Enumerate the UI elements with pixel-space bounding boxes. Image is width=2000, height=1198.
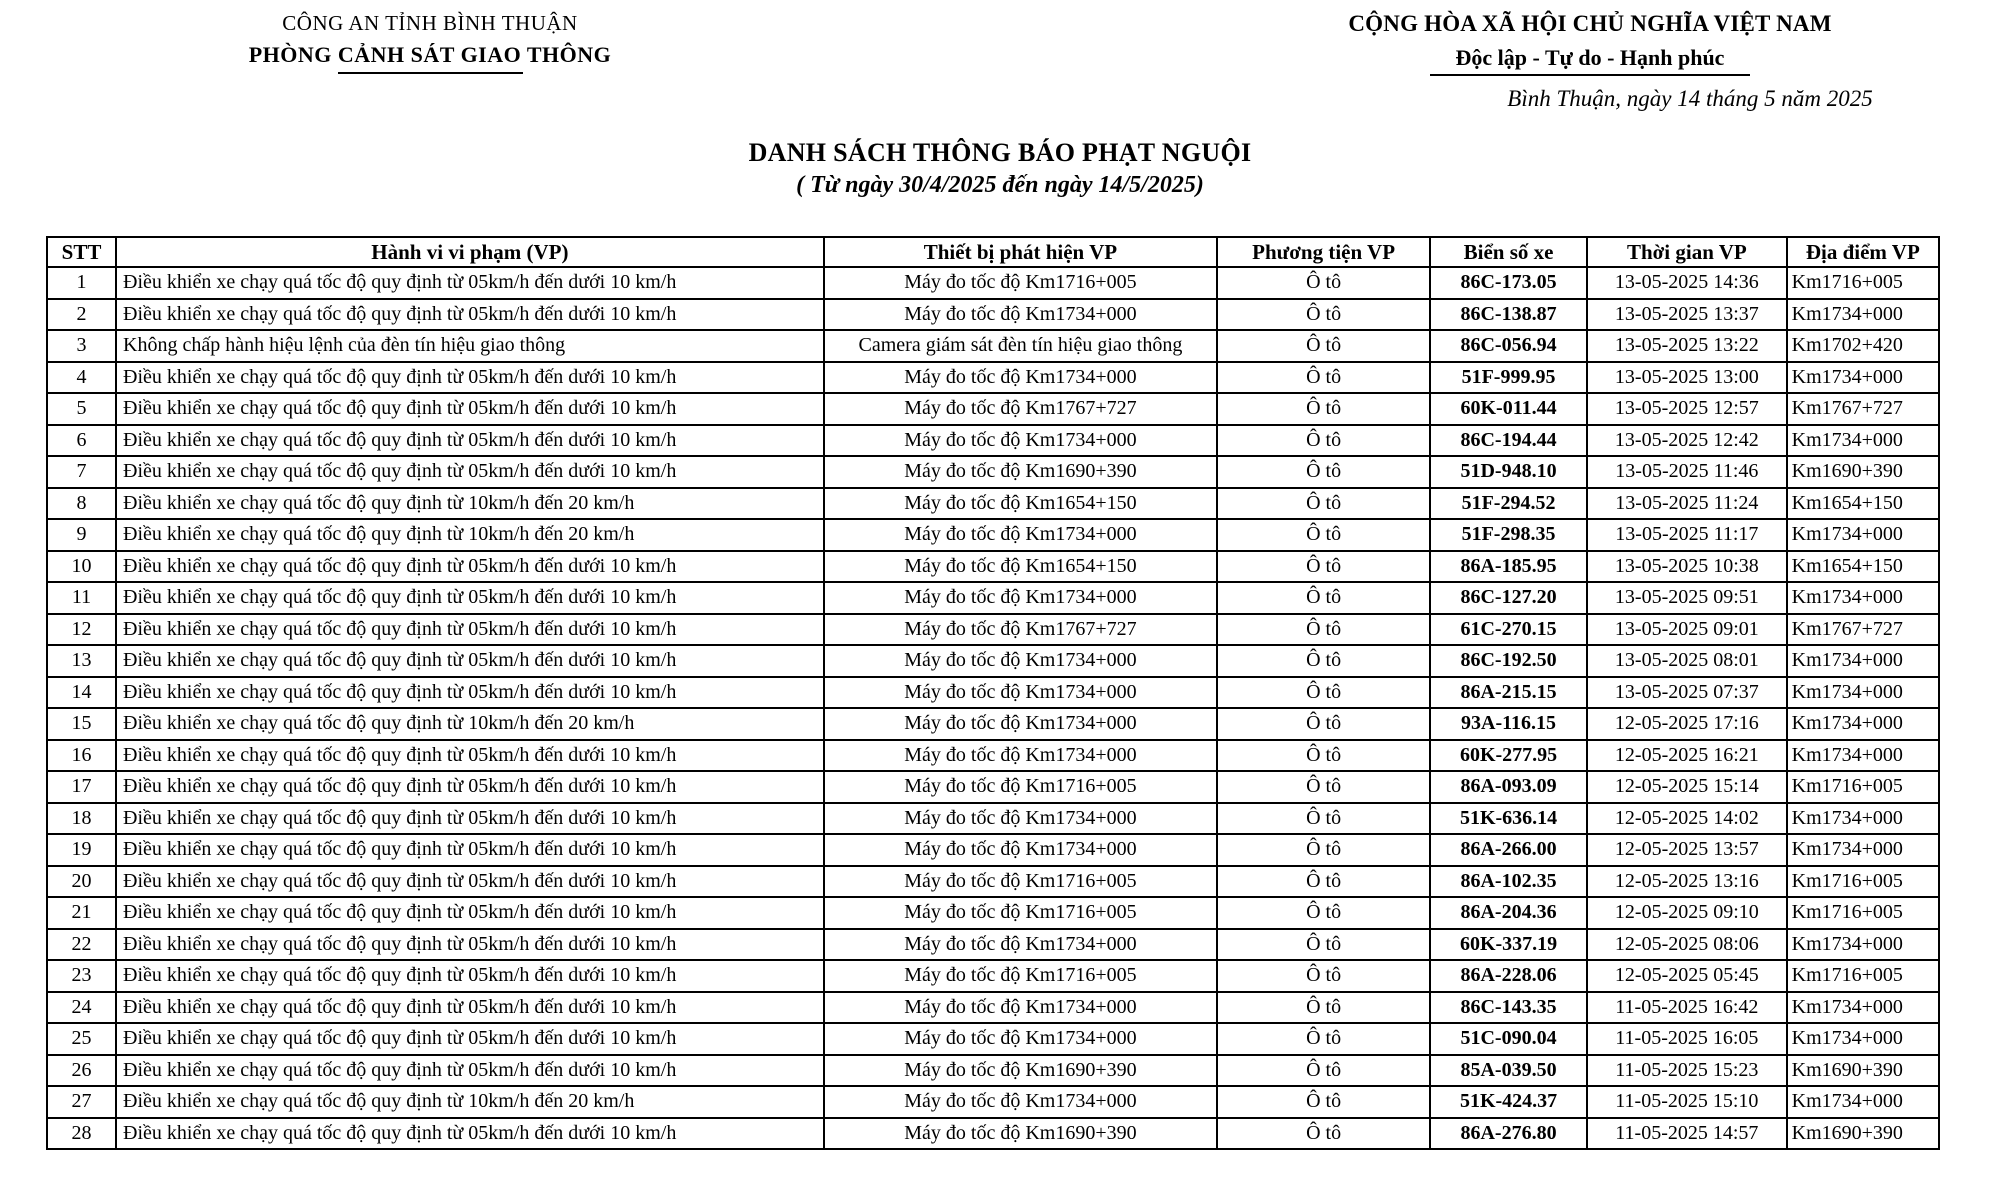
location-cell: Km1734+000	[1787, 803, 1939, 835]
stt-cell: 20	[47, 866, 116, 898]
plate-cell: 86C-138.87	[1430, 299, 1587, 331]
device-cell: Máy đo tốc độ Km1734+000	[824, 803, 1218, 835]
plate-cell: 86C-127.20	[1430, 582, 1587, 614]
plate-cell: 86A-204.36	[1430, 897, 1587, 929]
device-cell: Máy đo tốc độ Km1734+000	[824, 1086, 1218, 1118]
plate-cell: 51D-948.10	[1430, 456, 1587, 488]
plate-cell: 86A-093.09	[1430, 771, 1587, 803]
plate-cell: 86C-056.94	[1430, 330, 1587, 362]
table-row	[47, 960, 1939, 992]
time-cell: 13-05-2025 11:24	[1587, 488, 1787, 520]
time-cell: 13-05-2025 09:51	[1587, 582, 1787, 614]
column-header-location: Địa điểm VP	[1787, 237, 1939, 267]
table-row	[47, 299, 1939, 331]
plate-cell: 86A-276.80	[1430, 1118, 1587, 1150]
device-cell: Máy đo tốc độ Km1734+000	[824, 708, 1218, 740]
vehicle-cell: Ô tô	[1217, 362, 1430, 394]
location-cell: Km1734+000	[1787, 582, 1939, 614]
table-row	[47, 677, 1939, 709]
table-row	[47, 866, 1939, 898]
stt-cell: 1	[47, 267, 116, 299]
violation-cell: Điều khiển xe chạy quá tốc độ quy định từ 05km/h đến dưới 10 km/h	[116, 1118, 824, 1150]
vehicle-cell: Ô tô	[1217, 582, 1430, 614]
time-cell: 13-05-2025 08:01	[1587, 645, 1787, 677]
vehicle-cell: Ô tô	[1217, 425, 1430, 457]
table-row	[47, 645, 1939, 677]
location-cell: Km1734+000	[1787, 834, 1939, 866]
violation-cell: Không chấp hành hiệu lệnh của đèn tín hiệu giao thông	[116, 330, 824, 362]
vehicle-cell: Ô tô	[1217, 929, 1430, 961]
table-row	[47, 488, 1939, 520]
motto-underline	[1430, 74, 1750, 76]
vehicle-cell: Ô tô	[1217, 614, 1430, 646]
table-row	[47, 1023, 1939, 1055]
plate-cell: 86C-194.44	[1430, 425, 1587, 457]
location-cell: Km1702+420	[1787, 330, 1939, 362]
device-cell: Máy đo tốc độ Km1654+150	[824, 488, 1218, 520]
device-cell: Máy đo tốc độ Km1734+000	[824, 992, 1218, 1024]
stt-cell: 17	[47, 771, 116, 803]
device-cell: Máy đo tốc độ Km1716+005	[824, 267, 1218, 299]
vehicle-cell: Ô tô	[1217, 456, 1430, 488]
violation-cell: Điều khiển xe chạy quá tốc độ quy định từ 05km/h đến dưới 10 km/h	[116, 393, 824, 425]
table-row	[47, 393, 1939, 425]
page-title: DANH SÁCH THÔNG BÁO PHẠT NGUỘI	[748, 138, 1252, 167]
vehicle-cell: Ô tô	[1217, 866, 1430, 898]
table-row	[47, 425, 1939, 457]
stt-cell: 21	[47, 897, 116, 929]
time-cell: 13-05-2025 11:46	[1587, 456, 1787, 488]
plate-cell: 60K-011.44	[1430, 393, 1587, 425]
table-row	[47, 1055, 1939, 1087]
time-cell: 13-05-2025 12:57	[1587, 393, 1787, 425]
device-cell: Máy đo tốc độ Km1734+000	[824, 582, 1218, 614]
column-header-time: Thời gian VP	[1587, 237, 1787, 267]
vehicle-cell: Ô tô	[1217, 645, 1430, 677]
stt-cell: 27	[47, 1086, 116, 1118]
time-cell: 12-05-2025 15:14	[1587, 771, 1787, 803]
vehicle-cell: Ô tô	[1217, 1118, 1430, 1150]
device-cell: Máy đo tốc độ Km1690+390	[824, 456, 1218, 488]
violation-cell: Điều khiển xe chạy quá tốc độ quy định từ 05km/h đến dưới 10 km/h	[116, 834, 824, 866]
time-cell: 11-05-2025 15:23	[1587, 1055, 1787, 1087]
violation-cell: Điều khiển xe chạy quá tốc độ quy định từ 05km/h đến dưới 10 km/h	[116, 582, 824, 614]
table-row	[47, 1086, 1939, 1118]
stt-cell: 5	[47, 393, 116, 425]
vehicle-cell: Ô tô	[1217, 299, 1430, 331]
time-cell: 13-05-2025 14:36	[1587, 267, 1787, 299]
stt-cell: 11	[47, 582, 116, 614]
location-cell: Km1734+000	[1787, 1086, 1939, 1118]
violation-cell: Điều khiển xe chạy quá tốc độ quy định từ 05km/h đến dưới 10 km/h	[116, 551, 824, 583]
violation-cell: Điều khiển xe chạy quá tốc độ quy định từ 05km/h đến dưới 10 km/h	[116, 645, 824, 677]
location-cell: Km1734+000	[1787, 992, 1939, 1024]
vehicle-cell: Ô tô	[1217, 330, 1430, 362]
stt-cell: 13	[47, 645, 116, 677]
stt-cell: 25	[47, 1023, 116, 1055]
plate-cell: 51C-090.04	[1430, 1023, 1587, 1055]
location-cell: Km1734+000	[1787, 645, 1939, 677]
location-cell: Km1734+000	[1787, 708, 1939, 740]
time-cell: 13-05-2025 12:42	[1587, 425, 1787, 457]
issuing-agency-block	[150, 10, 710, 74]
stt-cell: 19	[47, 834, 116, 866]
vehicle-cell: Ô tô	[1217, 1086, 1430, 1118]
table-row	[47, 614, 1939, 646]
violation-cell: Điều khiển xe chạy quá tốc độ quy định từ 05km/h đến dưới 10 km/h	[116, 866, 824, 898]
vehicle-cell: Ô tô	[1217, 677, 1430, 709]
table-row	[47, 803, 1939, 835]
vehicle-cell: Ô tô	[1217, 992, 1430, 1024]
location-cell: Km1654+150	[1787, 551, 1939, 583]
plate-cell: 86A-185.95	[1430, 551, 1587, 583]
time-cell: 11-05-2025 16:05	[1587, 1023, 1787, 1055]
page-subtitle: ( Từ ngày 30/4/2025 đến ngày 14/5/2025)	[796, 172, 1204, 198]
plate-cell: 86A-266.00	[1430, 834, 1587, 866]
violation-cell: Điều khiển xe chạy quá tốc độ quy định từ 05km/h đến dưới 10 km/h	[116, 614, 824, 646]
column-header-vehicle: Phương tiện VP	[1217, 237, 1430, 267]
stt-cell: 10	[47, 551, 116, 583]
national-title: CỘNG HÒA XÃ HỘI CHỦ NGHĨA VIỆT NAM	[1348, 11, 1832, 36]
time-cell: 12-05-2025 09:10	[1587, 897, 1787, 929]
column-header-plate: Biển số xe	[1430, 237, 1587, 267]
stt-cell: 7	[47, 456, 116, 488]
table-row	[47, 992, 1939, 1024]
location-cell: Km1734+000	[1787, 425, 1939, 457]
location-cell: Km1716+005	[1787, 267, 1939, 299]
plate-cell: 86C-192.50	[1430, 645, 1587, 677]
violation-cell: Điều khiển xe chạy quá tốc độ quy định từ 10km/h đến 20 km/h	[116, 519, 824, 551]
time-cell: 12-05-2025 13:57	[1587, 834, 1787, 866]
violation-cell: Điều khiển xe chạy quá tốc độ quy định từ 05km/h đến dưới 10 km/h	[116, 897, 824, 929]
table-row	[47, 834, 1939, 866]
vehicle-cell: Ô tô	[1217, 708, 1430, 740]
stt-cell: 23	[47, 960, 116, 992]
time-cell: 13-05-2025 10:38	[1587, 551, 1787, 583]
time-cell: 11-05-2025 16:42	[1587, 992, 1787, 1024]
table-row	[47, 330, 1939, 362]
stt-cell: 12	[47, 614, 116, 646]
plate-cell: 85A-039.50	[1430, 1055, 1587, 1087]
location-cell: Km1767+727	[1787, 614, 1939, 646]
stt-cell: 3	[47, 330, 116, 362]
violation-cell: Điều khiển xe chạy quá tốc độ quy định từ 05km/h đến dưới 10 km/h	[116, 992, 824, 1024]
violation-cell: Điều khiển xe chạy quá tốc độ quy định từ 05km/h đến dưới 10 km/h	[116, 425, 824, 457]
table-row	[47, 897, 1939, 929]
device-cell: Máy đo tốc độ Km1734+000	[824, 1023, 1218, 1055]
table-row	[47, 551, 1939, 583]
plate-cell: 93A-116.15	[1430, 708, 1587, 740]
location-cell: Km1690+390	[1787, 456, 1939, 488]
device-cell: Máy đo tốc độ Km1734+000	[824, 362, 1218, 394]
device-cell: Máy đo tốc độ Km1734+000	[824, 929, 1218, 961]
location-cell: Km1716+005	[1787, 960, 1939, 992]
location-cell: Km1734+000	[1787, 519, 1939, 551]
plate-cell: 51K-424.37	[1430, 1086, 1587, 1118]
stt-cell: 6	[47, 425, 116, 457]
table-row	[47, 362, 1939, 394]
table-row	[47, 708, 1939, 740]
violation-cell: Điều khiển xe chạy quá tốc độ quy định từ 05km/h đến dưới 10 km/h	[116, 1055, 824, 1087]
time-cell: 11-05-2025 15:10	[1587, 1086, 1787, 1118]
device-cell: Máy đo tốc độ Km1716+005	[824, 897, 1218, 929]
device-cell: Máy đo tốc độ Km1690+390	[824, 1055, 1218, 1087]
stt-cell: 14	[47, 677, 116, 709]
vehicle-cell: Ô tô	[1217, 267, 1430, 299]
device-cell: Camera giám sát đèn tín hiệu giao thông	[824, 330, 1218, 362]
device-cell: Máy đo tốc độ Km1734+000	[824, 645, 1218, 677]
column-header-device: Thiết bị phát hiện VP	[824, 237, 1218, 267]
place-date-line: Bình Thuận, ngày 14 tháng 5 năm 2025	[1507, 86, 1873, 111]
violation-cell: Điều khiển xe chạy quá tốc độ quy định từ 05km/h đến dưới 10 km/h	[116, 929, 824, 961]
stt-cell: 8	[47, 488, 116, 520]
plate-cell: 60K-277.95	[1430, 740, 1587, 772]
device-cell: Máy đo tốc độ Km1690+390	[824, 1118, 1218, 1150]
time-cell: 13-05-2025 13:00	[1587, 362, 1787, 394]
violation-cell: Điều khiển xe chạy quá tốc độ quy định từ 05km/h đến dưới 10 km/h	[116, 1023, 824, 1055]
time-cell: 13-05-2025 11:17	[1587, 519, 1787, 551]
plate-cell: 51F-294.52	[1430, 488, 1587, 520]
time-cell: 12-05-2025 05:45	[1587, 960, 1787, 992]
device-cell: Máy đo tốc độ Km1767+727	[824, 393, 1218, 425]
location-cell: Km1767+727	[1787, 393, 1939, 425]
device-cell: Máy đo tốc độ Km1716+005	[824, 771, 1218, 803]
table-row	[47, 582, 1939, 614]
vehicle-cell: Ô tô	[1217, 740, 1430, 772]
location-cell: Km1734+000	[1787, 740, 1939, 772]
agency-underline	[338, 72, 523, 74]
stt-cell: 9	[47, 519, 116, 551]
time-cell: 12-05-2025 17:16	[1587, 708, 1787, 740]
stt-cell: 4	[47, 362, 116, 394]
national-motto-block	[1255, 10, 1925, 76]
time-cell: 12-05-2025 16:21	[1587, 740, 1787, 772]
table-row	[47, 519, 1939, 551]
time-cell: 12-05-2025 14:02	[1587, 803, 1787, 835]
location-cell: Km1734+000	[1787, 362, 1939, 394]
location-cell: Km1654+150	[1787, 488, 1939, 520]
violation-cell: Điều khiển xe chạy quá tốc độ quy định từ 05km/h đến dưới 10 km/h	[116, 267, 824, 299]
vehicle-cell: Ô tô	[1217, 519, 1430, 551]
plate-cell: 86C-143.35	[1430, 992, 1587, 1024]
violation-cell: Điều khiển xe chạy quá tốc độ quy định từ 10km/h đến 20 km/h	[116, 708, 824, 740]
location-cell: Km1716+005	[1787, 866, 1939, 898]
column-header-violation: Hành vi vi phạm (VP)	[116, 237, 824, 267]
device-cell: Máy đo tốc độ Km1734+000	[824, 740, 1218, 772]
vehicle-cell: Ô tô	[1217, 551, 1430, 583]
time-cell: 11-05-2025 14:57	[1587, 1118, 1787, 1150]
stt-cell: 15	[47, 708, 116, 740]
national-motto: Độc lập - Tự do - Hạnh phúc	[1455, 44, 1725, 70]
violation-cell: Điều khiển xe chạy quá tốc độ quy định từ 05km/h đến dưới 10 km/h	[116, 771, 824, 803]
agency-name: PHÒNG CẢNH SÁT GIAO THÔNG	[248, 42, 612, 68]
violation-cell: Điều khiển xe chạy quá tốc độ quy định từ 10km/h đến 20 km/h	[116, 1086, 824, 1118]
location-cell: Km1716+005	[1787, 897, 1939, 929]
violation-cell: Điều khiển xe chạy quá tốc độ quy định từ 05km/h đến dưới 10 km/h	[116, 803, 824, 835]
violation-cell: Điều khiển xe chạy quá tốc độ quy định từ 05km/h đến dưới 10 km/h	[116, 456, 824, 488]
vehicle-cell: Ô tô	[1217, 1055, 1430, 1087]
plate-cell: 61C-270.15	[1430, 614, 1587, 646]
violation-cell: Điều khiển xe chạy quá tốc độ quy định từ 05km/h đến dưới 10 km/h	[116, 740, 824, 772]
location-cell: Km1734+000	[1787, 1023, 1939, 1055]
table-row	[47, 929, 1939, 961]
location-cell: Km1734+000	[1787, 299, 1939, 331]
time-cell: 13-05-2025 13:37	[1587, 299, 1787, 331]
stt-cell: 18	[47, 803, 116, 835]
plate-cell: 51F-298.35	[1430, 519, 1587, 551]
location-cell: Km1690+390	[1787, 1055, 1939, 1087]
violation-cell: Điều khiển xe chạy quá tốc độ quy định từ 05km/h đến dưới 10 km/h	[116, 677, 824, 709]
time-cell: 13-05-2025 09:01	[1587, 614, 1787, 646]
plate-cell: 86C-173.05	[1430, 267, 1587, 299]
device-cell: Máy đo tốc độ Km1734+000	[824, 834, 1218, 866]
device-cell: Máy đo tốc độ Km1716+005	[824, 960, 1218, 992]
time-cell: 13-05-2025 07:37	[1587, 677, 1787, 709]
table-row	[47, 740, 1939, 772]
stt-cell: 28	[47, 1118, 116, 1150]
violation-cell: Điều khiển xe chạy quá tốc độ quy định từ 05km/h đến dưới 10 km/h	[116, 960, 824, 992]
plate-cell: 60K-337.19	[1430, 929, 1587, 961]
stt-cell: 2	[47, 299, 116, 331]
table-row	[47, 771, 1939, 803]
device-cell: Máy đo tốc độ Km1767+727	[824, 614, 1218, 646]
vehicle-cell: Ô tô	[1217, 488, 1430, 520]
table-body	[47, 267, 1939, 1149]
vehicle-cell: Ô tô	[1217, 393, 1430, 425]
vehicle-cell: Ô tô	[1217, 834, 1430, 866]
plate-cell: 51F-999.95	[1430, 362, 1587, 394]
vehicle-cell: Ô tô	[1217, 897, 1430, 929]
device-cell: Máy đo tốc độ Km1716+005	[824, 866, 1218, 898]
vehicle-cell: Ô tô	[1217, 960, 1430, 992]
device-cell: Máy đo tốc độ Km1734+000	[824, 677, 1218, 709]
violation-cell: Điều khiển xe chạy quá tốc độ quy định từ 05km/h đến dưới 10 km/h	[116, 362, 824, 394]
time-cell: 13-05-2025 13:22	[1587, 330, 1787, 362]
device-cell: Máy đo tốc độ Km1734+000	[824, 425, 1218, 457]
violation-cell: Điều khiển xe chạy quá tốc độ quy định từ 10km/h đến 20 km/h	[116, 488, 824, 520]
location-cell: Km1716+005	[1787, 771, 1939, 803]
device-cell: Máy đo tốc độ Km1654+150	[824, 551, 1218, 583]
location-cell: Km1734+000	[1787, 677, 1939, 709]
vehicle-cell: Ô tô	[1217, 803, 1430, 835]
stt-cell: 16	[47, 740, 116, 772]
location-cell: Km1690+390	[1787, 1118, 1939, 1150]
time-cell: 12-05-2025 13:16	[1587, 866, 1787, 898]
plate-cell: 51K-636.14	[1430, 803, 1587, 835]
location-cell: Km1734+000	[1787, 929, 1939, 961]
table-head-row	[47, 237, 1939, 267]
vehicle-cell: Ô tô	[1217, 1023, 1430, 1055]
table-row	[47, 456, 1939, 488]
violation-cell: Điều khiển xe chạy quá tốc độ quy định từ 05km/h đến dưới 10 km/h	[116, 299, 824, 331]
vehicle-cell: Ô tô	[1217, 771, 1430, 803]
table-row	[47, 267, 1939, 299]
device-cell: Máy đo tốc độ Km1734+000	[824, 299, 1218, 331]
stt-cell: 22	[47, 929, 116, 961]
violation-table	[46, 236, 1940, 1150]
table-row	[47, 1118, 1939, 1150]
time-cell: 12-05-2025 08:06	[1587, 929, 1787, 961]
column-header-stt: STT	[47, 237, 116, 267]
stt-cell: 26	[47, 1055, 116, 1087]
device-cell: Máy đo tốc độ Km1734+000	[824, 519, 1218, 551]
agency-parent-name: CÔNG AN TỈNH BÌNH THUẬN	[282, 11, 578, 35]
plate-cell: 86A-102.35	[1430, 866, 1587, 898]
plate-cell: 86A-215.15	[1430, 677, 1587, 709]
stt-cell: 24	[47, 992, 116, 1024]
plate-cell: 86A-228.06	[1430, 960, 1587, 992]
